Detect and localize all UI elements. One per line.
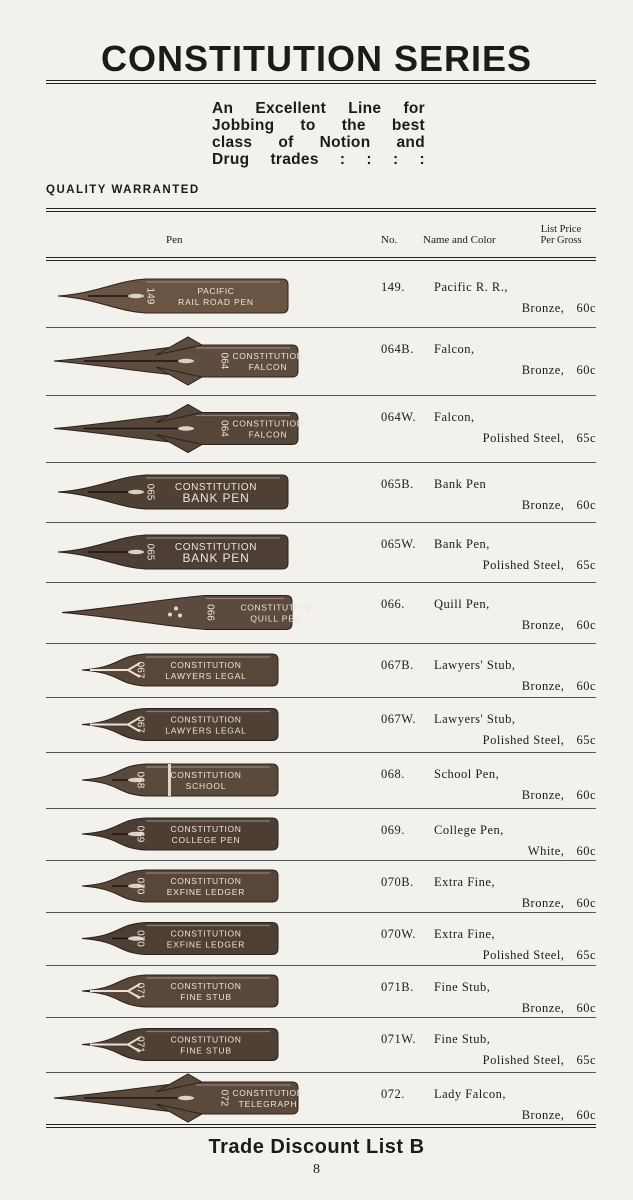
pen-price: 60c [576,301,596,315]
pen-number: 149. [381,280,405,294]
pen-number: 067W. [381,712,417,726]
subtitle-line-2 [212,117,425,134]
subtitle-word: Line [348,100,382,117]
pen-imprint-line-1: CONSTITUTION [174,482,258,493]
pen-name: Extra Fine, [434,927,496,941]
subtitle [212,100,432,168]
subtitle-word: Notion [319,134,371,151]
header-name-color: Name and Color [423,234,496,246]
pen-number: 065B. [381,477,414,491]
pen-imprint-number: 067 [134,716,146,733]
pen-illustration [46,752,366,808]
pen-dot [178,614,182,618]
pen-color-price [522,498,596,513]
pen-price: 65c [576,733,596,747]
pen-price: 65c [576,431,596,445]
pen-imprint-number: 072 [218,1089,230,1107]
pen-imprint-line-2: FINE STUB [180,992,232,1002]
pen-price: 60c [576,1108,596,1122]
pen-imprint-number: 066 [204,604,216,621]
title-rule [46,80,596,84]
pen-color: White, [527,844,565,858]
header-pen: Pen [166,234,183,246]
pen-name: Lady Falcon, [434,1087,506,1101]
pen-imprint-line-1: CONSTITUTION [174,542,258,553]
subtitle-word: of [278,134,294,151]
pen-color-price [522,618,596,633]
pen-imprint-line-2: FALCON [248,362,288,372]
pen-dot [174,607,178,611]
pen-color-price [483,948,596,963]
pen-band [168,764,171,796]
pen-imprint-number: 068 [134,771,146,789]
pen-imprint-line-2: RAIL ROAD PEN [178,297,254,307]
pen-illustration [46,395,366,462]
pen-color: Bronze, [521,896,565,910]
pen-price: 65c [576,1053,596,1067]
pen-name: Bank Pen, [434,537,490,551]
pen-imprint-line-1: PACIFIC [197,286,235,296]
pen-price: 60c [576,618,596,632]
pen-color: Bronze, [521,301,565,315]
pen-imprint-line-1: CONSTITUTION [232,351,304,361]
pen-imprint-line-2: EXFINE LEDGER [166,887,246,897]
pen-imprint-line-2: FINE STUB [180,1045,232,1056]
pen-imprint-line-2: EXFINE LEDGER [166,939,246,950]
pen-illustration [46,965,366,1017]
footer-rule [46,1124,596,1128]
pen-imprint-number: 065 [144,543,156,561]
pen-color-price [522,896,596,911]
pen-color: Bronze, [521,363,565,377]
pen-breather-hole [128,550,144,554]
pen-price: 60c [576,1001,596,1015]
header-list-price [528,224,594,246]
pen-imprint-line-1: CONSTITUTION [170,928,242,939]
pen-name: Pacific R. R., [434,280,509,294]
subtitle-word: Jobbing [212,117,275,134]
subtitle-word: : [419,151,425,168]
pen-imprint-line-2: COLLEGE PEN [171,835,241,845]
pen-name: Extra Fine, [434,875,496,889]
pen-imprint-number: 069 [134,825,146,843]
pen-color: Polished Steel, [482,1053,565,1067]
pen-price: 60c [576,498,596,512]
pen-body [82,818,278,850]
pen-color-price [483,1053,596,1068]
pen-imprint-line-1: CONSTITUTION [170,876,242,886]
pen-color: Polished Steel, [482,948,565,962]
pen-body [62,596,292,630]
pen-imprint-number: 149 [144,287,156,305]
pen-color-price [522,679,596,694]
pen-imprint-line-1: CONSTITUTION [170,714,242,725]
subtitle-line-1 [212,100,425,117]
pen-illustration [46,697,366,752]
pen-imprint-number: 064 [218,420,230,437]
subtitle-word: the [341,117,366,134]
pen-price: 60c [576,363,596,377]
pen-imprint-line-1: CONSTITUTION [170,824,242,834]
pen-color-price [522,301,596,316]
pen-color-price [528,844,596,859]
pen-color-price [522,1108,596,1123]
pen-color: Polished Steel, [482,431,565,445]
quality-warranted-label: QUALITY WARRANTED [46,184,200,196]
pen-number: 071B. [381,980,414,994]
pen-illustration [46,912,366,965]
pen-color: Bronze, [521,1001,565,1015]
pen-price: 60c [576,679,596,693]
pen-color: Polished Steel, [482,558,565,572]
pen-number: 072. [381,1087,405,1101]
pen-price: 65c [576,558,596,572]
pen-imprint-number: 071 [134,982,146,1000]
pen-imprint-number: 071 [134,1036,146,1053]
pen-color: Bronze, [521,618,565,632]
pen-breather-hole [178,359,194,363]
pen-color: Bronze, [521,788,565,802]
subtitle-word: and [396,134,425,151]
pen-imprint-line-1: CONSTITUTION [232,1088,304,1098]
pen-imprint-number: 065 [144,483,156,501]
pen-illustration [46,582,366,643]
header-top-rule [46,208,596,212]
pen-imprint-line-2: LAWYERS LEGAL [165,725,247,736]
pen-price: 65c [576,948,596,962]
pen-imprint-line-1: CONSTITUTION [170,1034,242,1045]
pen-number: 065W. [381,537,417,551]
pen-number: 064B. [381,342,414,356]
pen-color: Bronze, [521,1108,565,1122]
pen-imprint-line-2: BANK PEN [182,491,250,505]
pen-color: Bronze, [521,498,565,512]
subtitle-word: An [212,100,234,117]
pen-imprint-line-1: CONSTITUTION [232,418,304,429]
subtitle-word: : [339,151,346,168]
pen-body [82,923,278,955]
pen-name: Fine Stub, [434,1032,491,1046]
pen-number: 071W. [381,1032,417,1046]
pen-imprint-line-2: FALCON [248,429,288,440]
pen-price: 60c [576,844,596,858]
pen-number: 070B. [381,875,414,889]
pen-imprint-line-2: SCHOOL [185,781,227,791]
pen-illustration [46,265,366,327]
pen-imprint-line-1: CONSTITUTION [170,770,242,780]
pen-imprint-line-2: LAWYERS LEGAL [165,671,247,681]
pen-imprint-line-2: TELEGRAPH [238,1099,298,1109]
pen-illustration [46,462,366,522]
subtitle-word: Drug [212,151,250,168]
subtitle-word: : [366,151,372,168]
page-title: CONSTITUTION SERIES [100,38,533,79]
pen-color: Polished Steel, [482,733,565,747]
subtitle-word: for [403,100,425,117]
pen-imprint-line-1: CONSTITUTION [240,602,312,613]
pen-dot [168,613,172,617]
pen-number: 069. [381,823,405,837]
pen-number: 070W. [381,927,417,941]
footer-title: Trade Discount List B [208,1136,425,1158]
pen-number: 067B. [381,658,414,672]
pen-name: Quill Pen, [434,597,490,611]
subtitle-line-4 [212,151,425,168]
subtitle-word: Excellent [255,100,327,117]
pen-color-price [522,1001,596,1016]
pen-number: 064W. [381,410,417,424]
header-price-line-1: List Price [540,224,582,235]
subtitle-line-3 [212,134,425,151]
pen-imprint-line-1: CONSTITUTION [170,981,242,991]
pen-illustration [46,1017,366,1072]
pen-imprint-line-1: CONSTITUTION [170,660,242,670]
subtitle-word: best [391,117,425,134]
pen-breather-hole [128,490,144,494]
pen-breather-hole [178,1096,194,1100]
pen-number: 066. [381,597,405,611]
subtitle-word: : [392,151,399,168]
pen-imprint-number: 070 [134,877,146,895]
pen-body [82,870,278,902]
pen-price: 60c [576,896,596,910]
header-bottom-rule [46,257,596,261]
pen-imprint-number: 067 [134,661,146,679]
pen-number: 068. [381,767,405,781]
pen-color-price [483,733,596,748]
subtitle-word: trades [270,151,319,168]
pen-color-price [522,363,596,378]
pen-name: School Pen, [434,767,500,781]
pen-name: Fine Stub, [434,980,491,994]
pen-name: Bank Pen [434,477,487,491]
pen-illustration [46,1072,366,1124]
pen-color-price [522,788,596,803]
pen-color: Bronze, [521,679,565,693]
pen-imprint-number: 070 [134,930,146,947]
pen-name: Lawyers' Stub, [434,712,516,726]
pen-name: College Pen, [434,823,504,837]
header-price-line-2: Per Gross [540,235,582,246]
pen-imprint-line-2: BANK PEN [182,551,250,565]
subtitle-word: to [300,117,316,134]
pen-illustration [46,522,366,582]
pen-color-price [483,431,596,446]
pen-body [82,764,278,796]
pen-illustration [46,327,366,395]
subtitle-word: class [212,134,253,151]
pen-color-price [483,558,596,573]
page-number: 8 [313,1162,320,1177]
pen-name: Lawyers' Stub, [434,658,516,672]
pen-breather-hole [178,426,194,430]
header-no: No. [381,234,398,246]
pen-imprint-number: 064 [218,352,230,370]
pen-imprint-line-2: QUILL PEN [250,613,302,624]
pen-illustration [46,643,366,697]
pen-price: 60c [576,788,596,802]
pen-name: Falcon, [434,342,475,356]
pen-breather-hole [128,294,144,298]
pen-illustration [46,808,366,860]
pen-name: Falcon, [434,410,475,424]
pen-illustration [46,860,366,912]
